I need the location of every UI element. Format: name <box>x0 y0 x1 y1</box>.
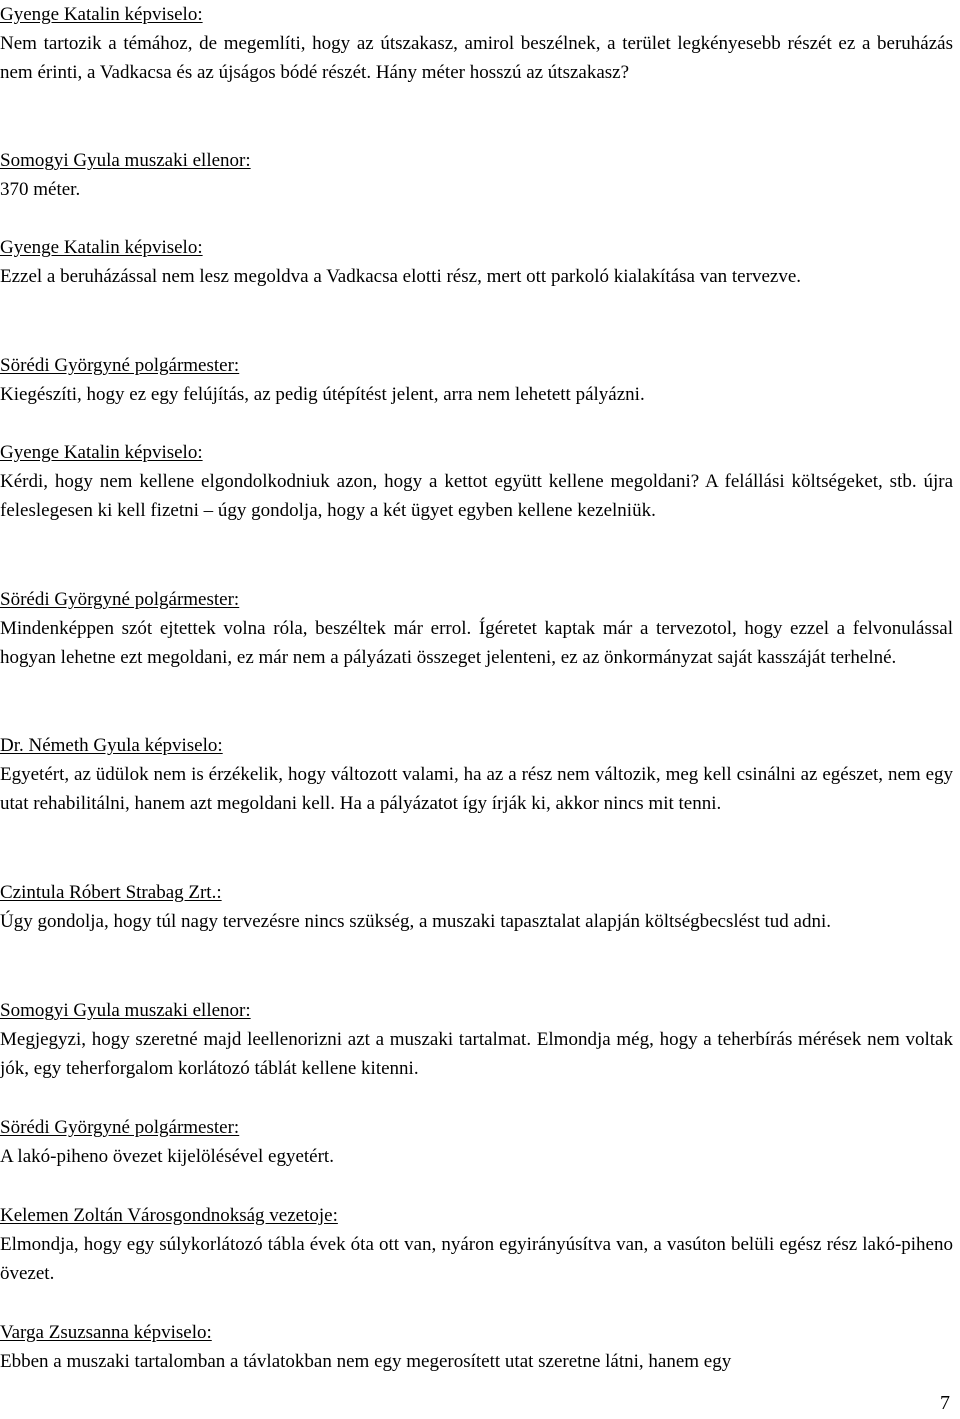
minutes-entry <box>0 146 953 204</box>
speaker-name: Somogyi Gyula muszaki ellenor: <box>0 150 251 171</box>
speaker-name: Gyenge Katalin képviselo: <box>0 4 203 25</box>
speech-text: Nem tartozik a témához, de megemlíti, hogy az útszakasz, amirol beszélnek, a terület legkényesebb részét ez a beruházás nem érinti, a Vadkacsa és az újságos bódé részét. Hány méter hosszú az útszakasz? <box>0 33 953 83</box>
speech-text: Kiegészíti, hogy ez egy felújítás, az pedig útépítést jelent, arra nem lehetett pályázni. <box>0 384 645 405</box>
minutes-entry <box>0 351 953 409</box>
speech-text: Elmondja, hogy egy súlykorlátozó tábla évek óta ott van, nyáron egyirányúsítva van, a vasúton belüli egész rész lakó-piheno övezet. <box>0 1234 953 1284</box>
minutes-entry <box>0 1113 953 1171</box>
speaker-name: Gyenge Katalin képviselo: <box>0 442 203 463</box>
speaker-name: Sörédi Györgyné polgármester: <box>0 1117 240 1138</box>
minutes-entry <box>0 0 953 87</box>
minutes-entry <box>0 996 953 1083</box>
minutes-entry <box>0 731 953 818</box>
minutes-entry <box>0 1318 953 1376</box>
minutes-entry <box>0 1201 953 1288</box>
speech-text: Ezzel a beruházással nem lesz megoldva a Vadkacsa elotti rész, mert ott parkoló kialakítása van tervezve. <box>0 266 801 287</box>
speech-text: Ebben a muszaki tartalomban a távlatokban nem egy megerosített utat szeretne látni, hanem egy <box>0 1351 732 1372</box>
minutes-entry <box>0 438 953 525</box>
speech-text: A lakó-piheno övezet kijelölésével egyetért. <box>0 1146 334 1167</box>
speaker-name: Varga Zsuzsanna képviselo: <box>0 1322 212 1343</box>
speech-text: Mindenképpen szót ejtettek volna róla, beszéltek már errol. Ígéretet kaptak már a tervezotol, hogy ezzel a felvonulással hogyan lehetne ezt megoldani, ez már nem a pályázati összeget jelenteni, ez az önkormányzat saját kasszáját terhelné. <box>0 618 953 668</box>
minutes-entry <box>0 233 953 291</box>
speaker-name: Sörédi Györgyné polgármester: <box>0 355 240 376</box>
minutes-entry <box>0 878 953 936</box>
minutes-entry <box>0 585 953 672</box>
speaker-name: Gyenge Katalin képviselo: <box>0 237 203 258</box>
speaker-name: Sörédi Györgyné polgármester: <box>0 589 240 610</box>
speech-text: Egyetért, az üdülok nem is érzékelik, hogy változott valami, ha az a rész nem változik, meg kell csinálni az egészet, nem egy utat rehabilitálni, hanem azt megoldani kell. Ha a pályázatot így írják ki, akkor nincs mit tenni. <box>0 764 953 814</box>
speaker-name: Kelemen Zoltán Városgondnokság vezetoje: <box>0 1205 338 1226</box>
speech-text: Kérdi, hogy nem kellene elgondolkodniuk azon, hogy a kettot együtt kellene megoldani? A felállási költségeket, stb. újra feleslegesen ki kell fizetni – úgy gondolja, hogy a két ügyet egyben kellene kezelniük. <box>0 471 953 521</box>
speaker-name: Dr. Németh Gyula képviselo: <box>0 735 223 756</box>
page-number: 7 <box>940 1392 950 1414</box>
speech-text: Úgy gondolja, hogy túl nagy tervezésre nincs szükség, a muszaki tapasztalat alapján költségbecslést tud adni. <box>0 911 832 932</box>
speaker-name: Somogyi Gyula muszaki ellenor: <box>0 1000 251 1021</box>
speech-text: 370 méter. <box>0 179 81 200</box>
speaker-name: Czintula Róbert Strabag Zrt.: <box>0 882 222 903</box>
speech-text: Megjegyzi, hogy szeretné majd leellenorizni azt a muszaki tartalmat. Elmondja még, hogy a teherbírás mérések nem voltak jók, egy teherforgalom korlátozó táblát kellene kitenni. <box>0 1029 953 1079</box>
